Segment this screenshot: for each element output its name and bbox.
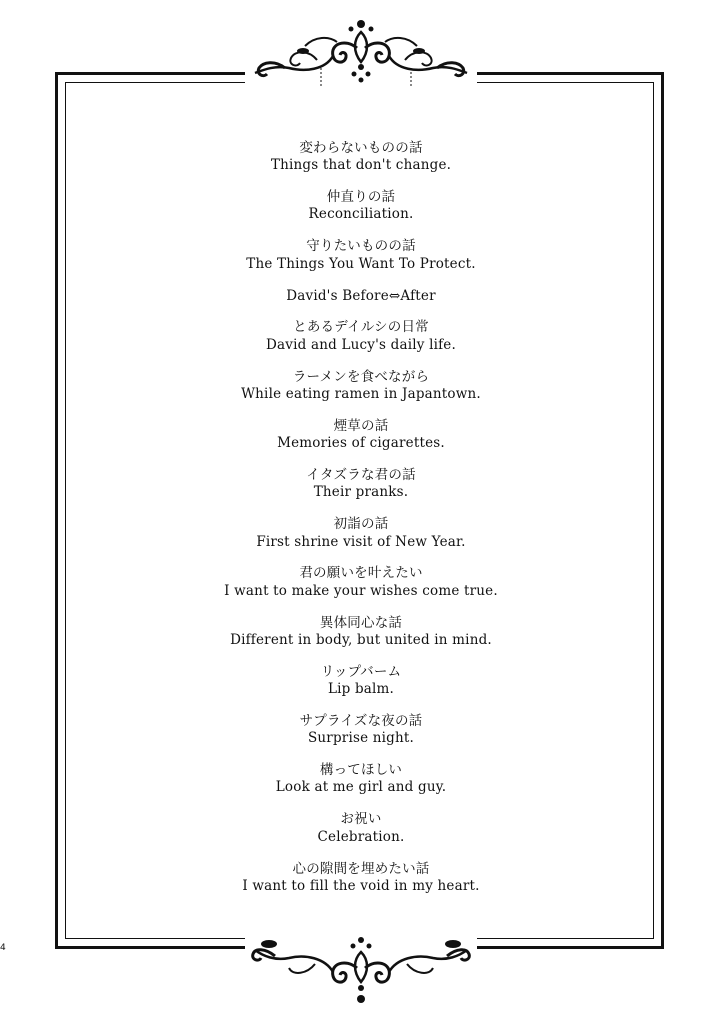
toc-title-jp: 守りたいものの話 (306, 238, 416, 255)
page-number: 4 (0, 943, 6, 953)
toc-title-jp: 変わらないものの話 (299, 140, 423, 156)
toc-entry (120, 516, 602, 551)
toc-title-en: The Things You Want To Protect. (246, 255, 476, 272)
toc-title-en: Look at me girl and guy. (275, 779, 447, 796)
toc-entry (120, 369, 602, 404)
toc-title-jp: 構ってほしい (319, 762, 403, 779)
toc-entry (120, 238, 602, 273)
toc-title-en: Different in body, but united in mind. (230, 631, 492, 648)
toc-entry (120, 418, 602, 453)
toc-title-en: Reconciliation. (308, 206, 414, 223)
toc-title-en: Memories of cigarettes. (277, 435, 445, 452)
toc-entry (120, 189, 602, 224)
toc-title-en: I want to fill the void in my heart. (242, 877, 480, 894)
toc-title-jp: イタズラな君の話 (306, 467, 416, 484)
toc-title-en: Things that don't change. (270, 157, 452, 174)
toc-entry (120, 861, 602, 896)
toc-title-en: David and Lucy's daily life. (266, 336, 456, 353)
toc-entry (120, 615, 602, 650)
top-flourish-ornament (245, 18, 477, 88)
toc-title-jp: 君の願いを叶えたい (299, 565, 423, 582)
toc-entry (120, 762, 602, 797)
table-of-contents (120, 140, 602, 910)
toc-title-jp: リップバーム (320, 663, 402, 680)
toc-entry (120, 713, 602, 748)
toc-title-jp: お祝い (340, 811, 382, 828)
toc-title-jp: 異体同心な話 (319, 614, 403, 631)
toc-entry (120, 565, 602, 600)
toc-title-jp: ラーメンを食べながら (292, 368, 430, 385)
toc-title-en: Lip balm. (327, 681, 395, 698)
toc-title-jp: とあるデイルシの日常 (293, 319, 429, 336)
toc-title-en: Celebration. (317, 828, 405, 845)
toc-title-jp: 仲直りの話 (326, 189, 396, 206)
toc-title-en: Their pranks. (313, 484, 409, 501)
toc-entry (120, 288, 602, 305)
toc-title-en: First shrine visit of New Year. (256, 533, 466, 550)
toc-entry (120, 664, 602, 699)
toc-title-en: Surprise night. (307, 730, 415, 747)
bottom-flourish-ornament (245, 936, 477, 1006)
toc-entry (120, 467, 602, 502)
toc-title-en: I want to make your wishes come true. (224, 582, 498, 599)
toc-entry (120, 319, 602, 354)
toc-entry (120, 811, 602, 846)
toc-title-jp: 煙草の話 (333, 417, 389, 434)
toc-entry (120, 140, 602, 175)
toc-title-en: While eating ramen in Japantown. (241, 385, 481, 402)
toc-title-jp: 初詣の話 (333, 516, 389, 533)
toc-title-en: David's Before⇔After (286, 287, 436, 304)
toc-title-jp: サプライズな夜の話 (299, 712, 423, 729)
toc-title-jp: 心の隙間を埋めたい話 (292, 860, 430, 877)
